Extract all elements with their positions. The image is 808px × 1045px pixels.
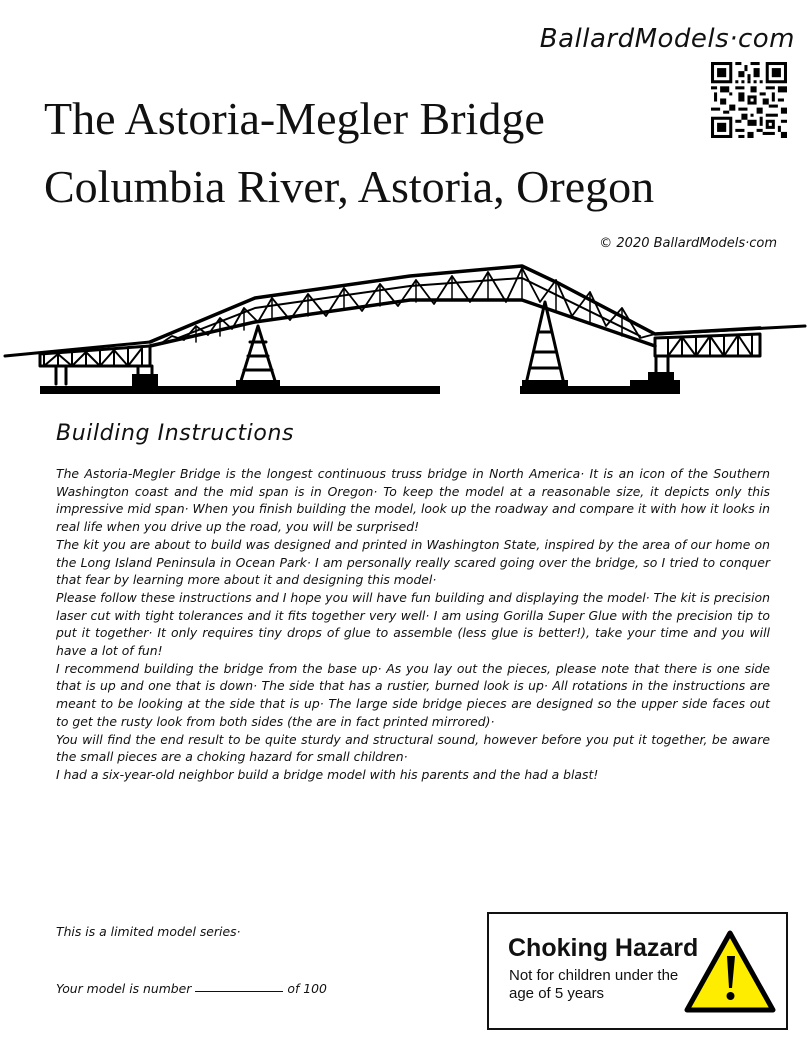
page-title-line2: Columbia River, Astoria, Oregon	[44, 161, 655, 212]
paragraph: Please follow these instructions and I hope you will have fun building and displaying the model· The kit is precision laser cut with tight tolerances and it fits together very well· I am using Gorilla Super Glue with the precision tip to put it together· It only requires tiny drops of glue to assemble (less glue is better!), take your time and you will have a lot of fun!	[56, 589, 770, 659]
hazard-subtitle: Not for children under the age of 5 years	[509, 967, 679, 1002]
model-number-line	[56, 981, 327, 996]
qr-code-icon	[711, 62, 787, 138]
truss-bridge-illustration	[0, 256, 808, 406]
model-number-suffix: of 100	[287, 981, 327, 996]
model-number-blank	[195, 981, 283, 992]
brand-name: BallardModels·com	[539, 24, 795, 54]
limited-series-note: This is a limited model series·	[56, 924, 241, 939]
paragraph: The Astoria-Megler Bridge is the longest continuous truss bridge in North America· It is an icon of the Southern Washington coast and the mid span is in Oregon· To keep the model at a reasonable size, it depicts only this impressive mid span· When you finish building the model, look up the roadway and compare it with how it looks in real life when you drive up the road, you will be surprised!	[56, 466, 770, 535]
choking-hazard-box	[487, 912, 788, 1030]
warning-triangle-icon	[683, 928, 777, 1016]
instructions-body	[56, 465, 770, 784]
section-heading: Building Instructions	[56, 421, 295, 446]
paragraph: The kit you are about to build was designed and printed in Washington State, inspired by the area of our home on the Long Island Peninsula in Ocean Park· I am personally really scared going over the bridge, so I tried to conquer that fear by learning more about it and designing this model·	[56, 536, 770, 588]
paragraph: I had a six-year-old neighbor build a bridge model with his parents and the had a blast!	[56, 766, 599, 782]
model-number-prefix: Your model is number	[56, 981, 192, 996]
copyright-notice: © 2020 BallardModels·com	[599, 236, 777, 251]
page-title-line1: The Astoria-Megler Bridge	[44, 93, 545, 144]
paragraph: You will find the end result to be quite sturdy and structural sound, however before you put it together, be aware the small pieces are a choking hazard for small children·	[56, 731, 770, 765]
paragraph: I recommend building the bridge from the base up· As you lay out the pieces, please note that there is one side that is up and one that is down· The side that has a rustier, burned look is up· All rotations in the instructions are meant to be looking at the side that is up· The large side bridge pieces are designed so the upper side faces out to get the rusty look from both sides (the are in fact printed mirrored)·	[56, 660, 770, 729]
hazard-title: Choking Hazard	[508, 934, 699, 962]
